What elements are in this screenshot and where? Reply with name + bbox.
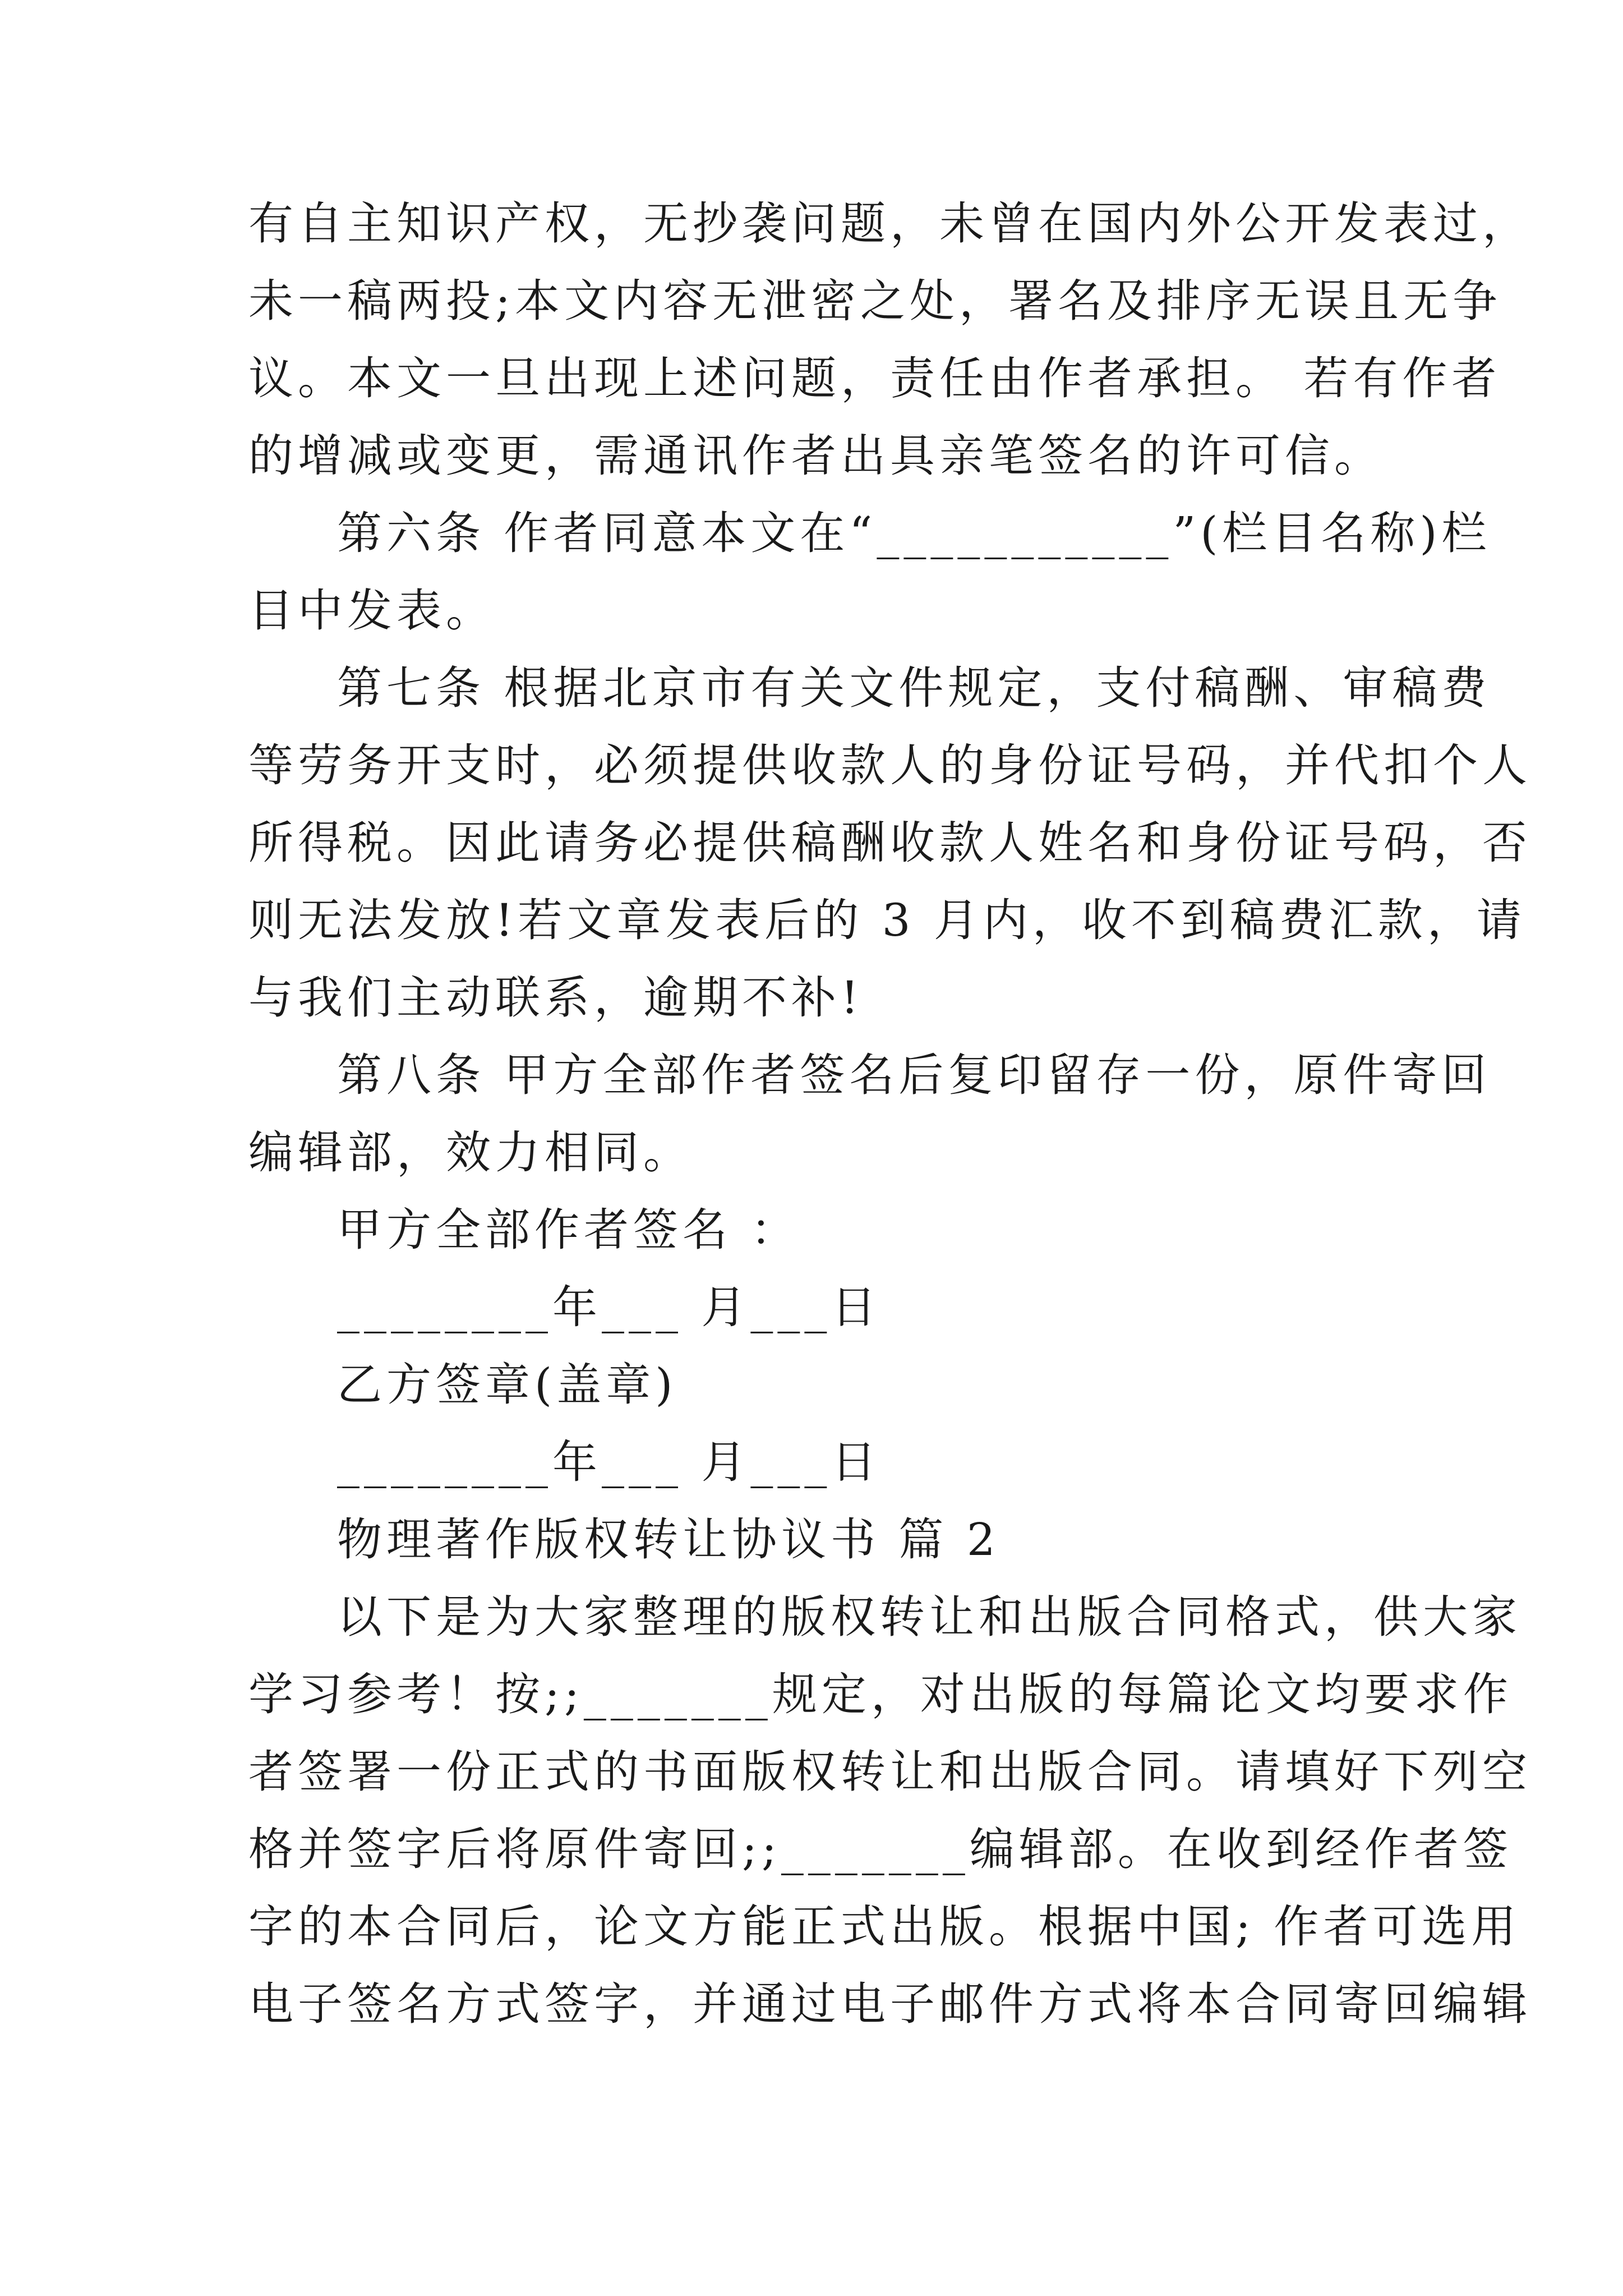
text-line: 则无法发放!若文章发表后的 3 月内，收不到稿费汇款，请 [248, 894, 1526, 946]
text-line: 未一稿两投;本文内容无泄密之处，署名及排序无误且无争 [248, 275, 1502, 327]
text-line: 与我们主动联系，逾期不补! [248, 972, 864, 1024]
text-line: 目中发表。 [248, 585, 495, 637]
text-line: 学习参考！按;;_______规定，对出版的每篇论文均要求作 [248, 1668, 1513, 1720]
text-line: 字的本合同后，论文方能正式出版。根据中国; 作者可选用 [248, 1901, 1521, 1953]
text-line: 乙方签章(盖章) [337, 1359, 677, 1411]
text-line: 等劳务开支时，必须提供收款人的身份证号码，并代扣个人 [248, 739, 1532, 792]
text-line: 甲方全部作者签名 ： [337, 1204, 800, 1256]
text-line: 第六条 作者同意本文在“___________”(栏目名称)栏 [337, 507, 1491, 559]
document-body [248, 185, 1532, 2043]
text-line: 物理著作版权转让协议书 篇 2 [337, 1513, 1000, 1566]
text-line: 以下是为大家整理的版权转让和出版合同格式，供大家 [337, 1591, 1521, 1643]
text-line: 第八条 甲方全部作者签名后复印留存一份，原件寄回 [337, 1049, 1491, 1101]
text-line: 所得税。因此请务必提供稿酬收款人姓名和身份证号码，否 [248, 817, 1532, 869]
text-line: 格并签字后将原件寄回;;_______编辑部。在收到经作者签 [248, 1823, 1513, 1875]
text-line: 第七条 根据北京市有关文件规定，支付稿酬、审稿费 [337, 662, 1491, 714]
text-line: 的增减或变更，需通讯作者出具亲笔签名的许可信。 [248, 430, 1384, 482]
text-line: ________年___ 月___日 [337, 1436, 881, 1488]
text-line: 议。本文一旦出现上述问题，责任由作者承担。 若有作者 [248, 352, 1501, 404]
text-line: ________年___ 月___日 [337, 1281, 881, 1333]
text-line: 有自主知识产权，无抄袭问题，未曾在国内外公开发表过， [248, 197, 1532, 250]
text-line: 电子签名方式签字，并通过电子邮件方式将本合同寄回编辑 [248, 1978, 1532, 2030]
text-line: 者签署一份正式的书面版权转让和出版合同。请填好下列空 [248, 1746, 1532, 1798]
text-line: 编辑部，效力相同。 [248, 1126, 693, 1179]
